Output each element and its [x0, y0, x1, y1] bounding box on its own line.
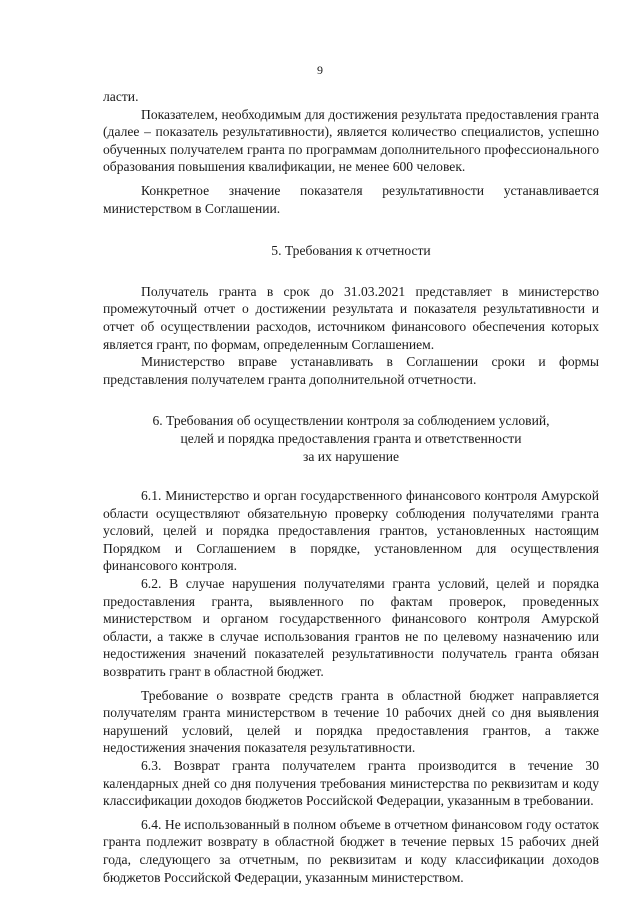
paragraph-6-2: 6.2. В случае нарушения получателями гранта условий, целей и порядка предоставления гранта, выявленного по фактам проверок, проведенных министерством и органом государственного финансового контроля Амурской области, а также в случае использования грантов не по целевому назначению или недостижения значений показателей результативности получатель гранта обязан возвратить грант в областной бюджет. — [103, 576, 599, 680]
document-body — [103, 88, 599, 886]
paragraph-6-1: 6.1. Министерство и орган государственного финансового контроля Амурской области осуществляют обязательную проверку соблюдения получателями гранта условий, целей и порядка предоставления грантов, установленных настоящим Порядком и Соглашением в порядке, установленном для осуществления финансового контроля. — [103, 488, 599, 574]
page-number: 9 — [317, 63, 323, 77]
section-5-heading: 5. Требования к отчетности — [271, 243, 431, 259]
section-6-heading-line: целей и порядка предоставления гранта и ответственности — [180, 430, 522, 446]
paragraph-report-deadline: Получатель гранта в срок до 31.03.2021 представляет в министерство промежуточный отчет о достижении результата и показателя результативности и отчет об осуществлении расходов, источником финансового обеспечения которых является грант, по формам, определенным Соглашением. — [103, 283, 599, 352]
section-6-heading — [103, 412, 599, 465]
paragraph-6-3: 6.3. Возврат гранта получателем гранта производится в течение 30 календарных дней со дня получения требования министерства по реквизитам и коду классификации доходов бюджетов Российской Федерации, указанным в требовании. — [103, 758, 599, 809]
paragraph-indicator-value: Конкретное значение показателя результативности устанавливается министерством в Соглашении. — [103, 182, 599, 216]
continuation-text: ласти. — [103, 89, 139, 104]
paragraph-additional-reporting: Министерство вправе устанавливать в Соглашении сроки и формы представления получателем гранта дополнительной отчетности. — [103, 354, 599, 387]
paragraph-6-4: 6.4. Не использованный в полном объеме в отчетном финансовом году остаток гранта подлежит возврату в областной бюджет в течение первых 15 рабочих дней года, следующего за отчетным, по реквизитам и коду классификации доходов бюджетов Российской Федерации, указанным министерством. — [103, 816, 599, 885]
paragraph-return-requirement: Требование о возврате средств гранта в областной бюджет направляется получателям гранта министерством в течение 10 рабочих дней со дня выявления нарушений условий, целей и порядка предоставления грантов, а также недостижения значения показателя результативности. — [103, 687, 599, 756]
section-6-heading-line: за их нарушение — [302, 448, 400, 464]
section-6-heading-line: 6. Требования об осуществлении контроля за соблюдением условий, — [152, 413, 550, 429]
paragraph-indicator-definition: Показателем, необходимым для достижения результата предоставления гранта (далее – показатель результативности), является количество специалистов, успешно обученных получателем гранта по программам дополнительного профессионального образования повышения квалификации, не менее 600 человек. — [103, 106, 599, 175]
